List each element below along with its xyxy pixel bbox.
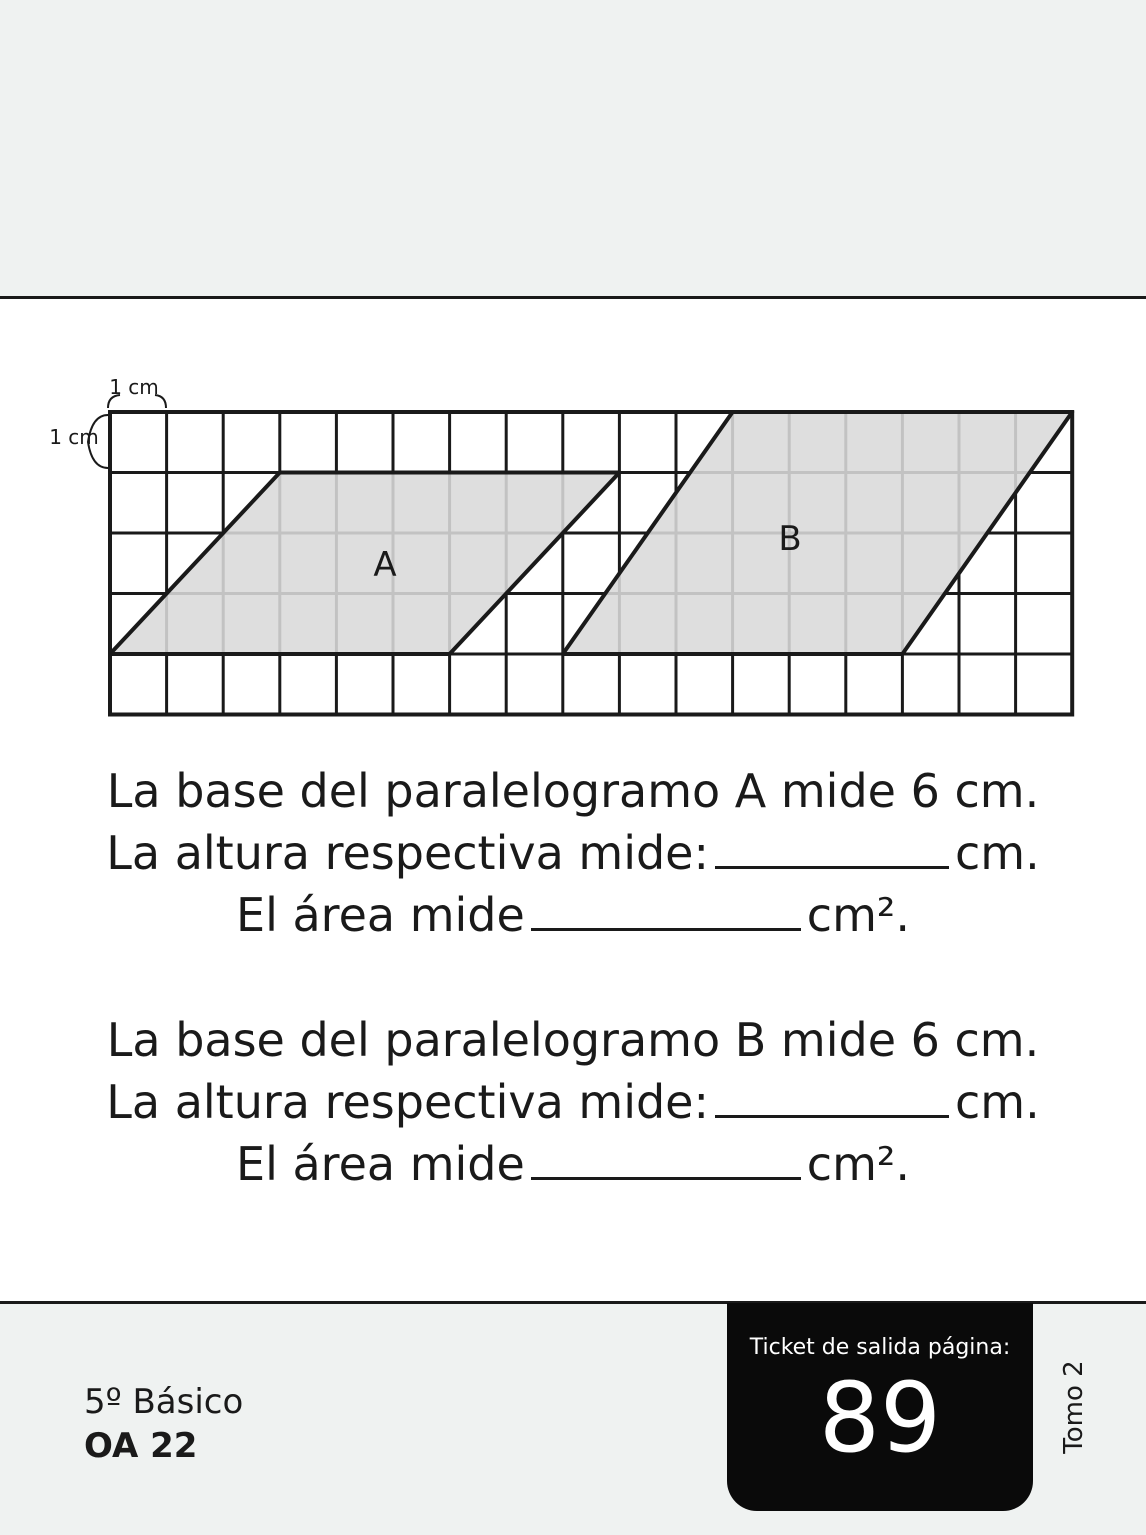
parallelogram-a	[110, 473, 619, 655]
question-a-area-blank[interactable]	[531, 927, 801, 931]
question-a-height-blank[interactable]	[715, 865, 949, 869]
question-b-height-suffix: cm.	[954, 1075, 1040, 1129]
question-a-base: La base del paralelogramo A mide 6 cm.	[106, 764, 1040, 818]
question-b-height-blank[interactable]	[715, 1114, 949, 1118]
question-b-height-prefix: La altura respectiva mide:	[106, 1075, 709, 1129]
tomo-text: Tomo 2	[1059, 1360, 1089, 1454]
tomo-label	[1054, 1345, 1094, 1469]
question-a-height-line	[0, 822, 1146, 884]
ticket-label: Ticket de salida página:	[749, 1335, 1011, 1360]
question-a-area-line	[0, 884, 1146, 946]
label-a: A	[373, 545, 397, 585]
grid-figure	[0, 360, 1146, 730]
unit-top-label: 1 cm	[109, 375, 159, 399]
question-b-height-line	[0, 1071, 1146, 1133]
grade-info	[84, 1380, 243, 1468]
question-b-base: La base del paralelogramo B mide 6 cm.	[106, 1013, 1040, 1067]
question-b-area-blank[interactable]	[531, 1176, 801, 1180]
question-a	[0, 760, 1146, 946]
question-b-area-line	[0, 1133, 1146, 1195]
question-a-area-prefix: El área mide	[236, 888, 525, 942]
label-b: B	[778, 519, 802, 559]
oa-label: OA 22	[84, 1426, 198, 1466]
question-b-area-suffix: cm².	[806, 1137, 910, 1191]
header-band	[0, 0, 1146, 296]
question-b	[0, 1009, 1146, 1195]
question-b-area-prefix: El área mide	[236, 1137, 525, 1191]
question-a-area-suffix: cm².	[806, 888, 910, 942]
ticket-page-number: 89	[818, 1362, 942, 1474]
question-a-height-prefix: La altura respectiva mide:	[106, 826, 709, 880]
unit-left-label: 1 cm	[49, 425, 99, 449]
header-divider	[0, 296, 1146, 299]
ticket-tab	[727, 1303, 1033, 1511]
grade-label: 5º Básico	[84, 1382, 244, 1422]
question-a-height-suffix: cm.	[954, 826, 1040, 880]
